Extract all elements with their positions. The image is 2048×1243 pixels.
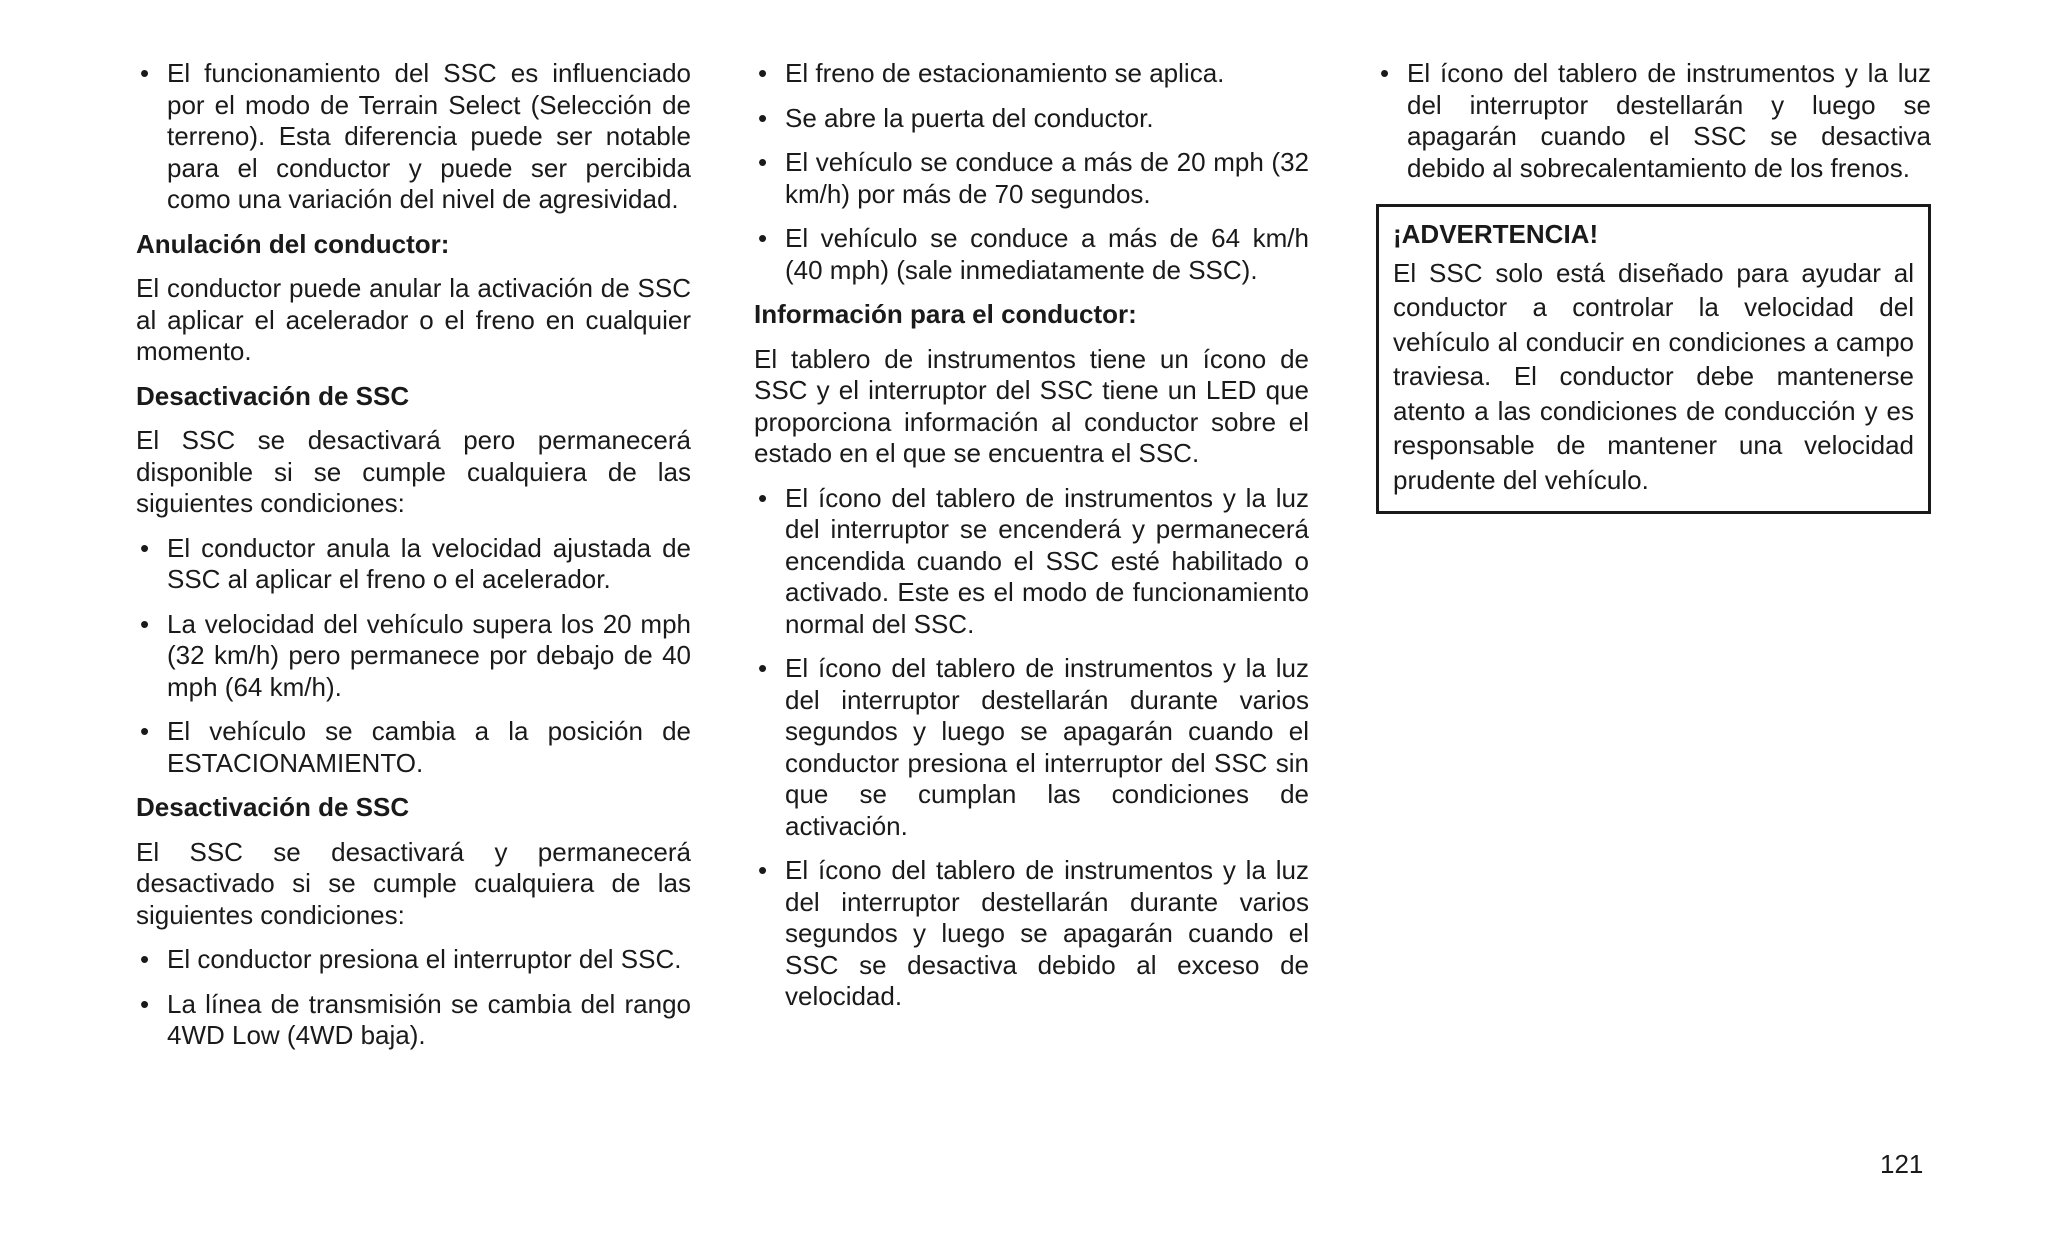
bullet-item: • La velocidad del vehículo supera los 20 mph (32 km/h) pero permanece por debajo de 40 mph (64 km/h). (136, 609, 691, 704)
column-left (136, 58, 691, 1065)
warning-text: El SSC solo está diseñado para ayudar al conductor a controlar la velocidad del vehículo al conducir en condiciones a campo traviesa. El conductor debe mantenerse atento a las condiciones de conducción y es responsable de mantener una velocidad prudente del vehículo. (1393, 257, 1914, 495)
section-heading: Desactivación de SSC (136, 792, 410, 822)
bullet-item: • El ícono del tablero de instrumentos y la luz del interruptor destellarán durante varios segundos y luego se apagarán cuando el conductor presiona el interruptor del SSC sin que se cumplan las condiciones de activación. (754, 653, 1309, 842)
bullet-item: • El ícono del tablero de instrumentos y la luz del interruptor destellarán durante varios segundos y luego se apagarán cuando el SSC se desactiva debido al exceso de velocidad. (754, 855, 1309, 1013)
paragraph: El conductor puede anular la activación de SSC al aplicar el acelerador o el freno en cualquier momento. (136, 273, 691, 366)
bullet-item: • El vehículo se cambia a la posición de ESTACIONAMIENTO. (136, 716, 691, 779)
column-right-items (1376, 58, 1931, 184)
warning-box (1376, 204, 1931, 514)
bullet-item: • El funcionamiento del SSC es influenciado por el modo de Terrain Select (Selección de terreno). Esta diferencia puede ser notable para el conductor y puede ser percibida como una variación del nivel de agresividad. (136, 58, 691, 216)
column-right (1376, 58, 1931, 514)
bullet-item: • El freno de estacionamiento se aplica. (754, 58, 1309, 90)
bullet-item: • El vehículo se conduce a más de 64 km/h (40 mph) (sale inmediatamente de SSC). (754, 223, 1309, 286)
column-middle (754, 58, 1309, 1026)
bullet-item: • El ícono del tablero de instrumentos y la luz del interruptor destellarán y luego se apagarán cuando el SSC se desactiva debido al sobrecalentamiento de los frenos. (1376, 58, 1931, 184)
paragraph: El SSC se desactivará y permanecerá desactivado si se cumple cualquiera de las siguientes condiciones: (136, 836, 691, 930)
bullet-item: • Se abre la puerta del conductor. (754, 103, 1309, 135)
paragraph: El tablero de instrumentos tiene un ícono de SSC y el interruptor del SSC tiene un LED que proporciona información al conductor sobre el estado en el que se encuentra el SSC. (754, 343, 1309, 468)
bullet-item: • El conductor presiona el interruptor del SSC. (136, 944, 691, 976)
section-heading: Desactivación de SSC (136, 380, 410, 411)
section-heading: Anulación del conductor: (136, 228, 450, 259)
paragraph: El SSC se desactivará pero permanecerá disponible si se cumple cualquiera de las siguientes condiciones: (136, 425, 691, 518)
bullet-item: • El ícono del tablero de instrumentos y la luz del interruptor se encenderá y permanecerá encendida cuando el SSC esté habilitado o activado. Este es el modo de funcionamiento normal del SSC. (754, 483, 1309, 641)
page-number: 121 (1880, 1149, 1924, 1179)
bullet-item: • La línea de transmisión se cambia del rango 4WD Low (4WD baja). (136, 989, 691, 1052)
bullet-item: • El vehículo se conduce a más de 20 mph (32 km/h) por más de 70 segundos. (754, 147, 1309, 210)
warning-title: ¡ADVERTENCIA! (1393, 219, 1599, 249)
bullet-item: • El conductor anula la velocidad ajustada de SSC al aplicar el freno o el acelerador. (136, 533, 691, 596)
section-heading: Información para el conductor: (754, 299, 1137, 329)
